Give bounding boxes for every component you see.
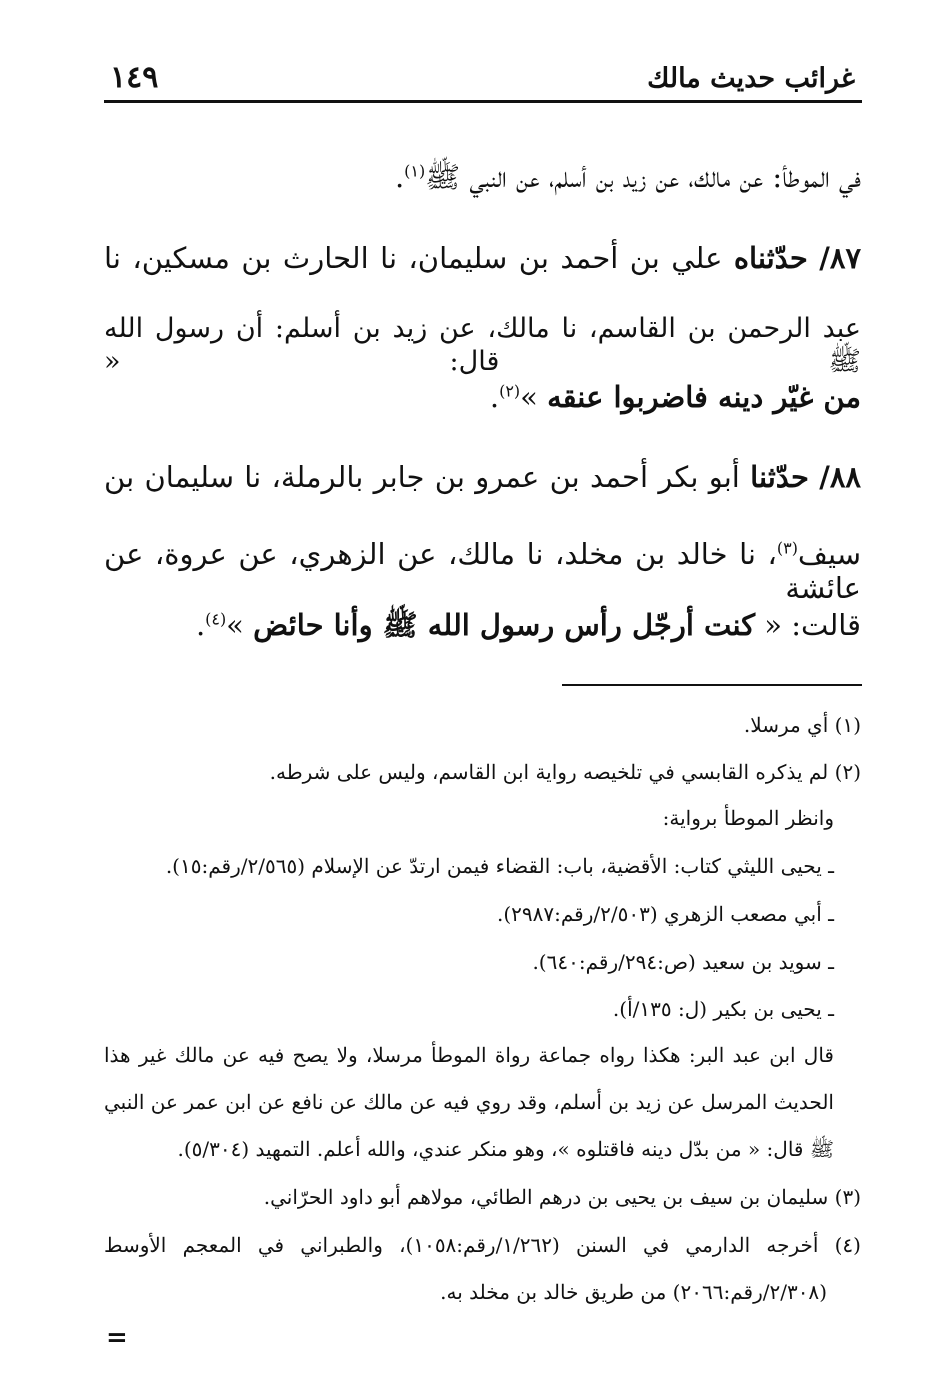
footnote-4-line-2: (٢/٣٠٨/رقم:٢٠٦٦) من طريق خالد بن مخلد به. (440, 1280, 827, 1304)
hadith-88-number: ٨٨/ (819, 460, 862, 494)
footnote-1: (١) أي مرسلا. (743, 713, 861, 737)
footnote-2-line-2: وانظر الموطأ برواية: (662, 806, 834, 830)
hadith-88-line-1-text: أبو بكر أحمد بن عمرو بن جابر بالرملة، نا سليمان بن (104, 460, 740, 494)
hadith-88-line-3-start: قالت: « (764, 608, 861, 642)
footnote-2-line-3: ـ يحيى الليثي كتاب: الأقضية، باب: القضاء فيمن ارتدّ عن الإسلام (٢/٥٦٥/رقم:١٥). (165, 854, 834, 878)
hadith-88-line-2-text: ، نا خالد بن مخلد، نا مالك، عن الزهري، عن عروة، عن عائشة (104, 537, 861, 605)
hadith-87-line-2: عبد الرحمن بن القاسم، نا مالك، عن زيد بن أسلم: أن رسول الله ﷺ قال: « (104, 313, 861, 377)
hadith-88-line-3 (196, 608, 861, 650)
footnote-2-line-8: الحديث المرسل عن زيد بن أسلم، وقد روي فيه عن مالك عن نافع عن ابن عمر عن النبي (104, 1090, 834, 1114)
body-line-1 (395, 160, 861, 202)
hadith-88-quote: كنت أرجّل رأس رسول الله ﷺ وأنا حائض (253, 608, 756, 642)
hadith-88-quote-close: » (226, 608, 244, 642)
footnote-3: (٣) سليمان بن سيف بن يحيى بن درهم الطائي، مولاهم أبو داود الحرّاني. (263, 1185, 861, 1209)
bottom-signature-mark: = (106, 1323, 128, 1353)
hadith-88-line-3-end: . (195, 608, 206, 642)
hadith-87-verb: حدّثناه (733, 241, 808, 275)
footnote-ref-4: (٤) (205, 609, 227, 629)
footnote-ref-3: (٣) (776, 538, 798, 558)
hadith-87-line-1 (104, 241, 861, 275)
footnote-ref-2: (٢) (499, 381, 521, 401)
header-rule (104, 100, 862, 103)
body-line-1-text: في الموطأ: عن مالك، عن زيد بن أسلم، عن النبي ﷺ (425, 160, 861, 194)
body-line-1-end: . (394, 160, 405, 194)
footnote-2-line-9: ﷺ قال: « من بدّل دينه فاقتلوه »، وهو منكر عندي، والله أعلم. التمهيد (٥/٣٠٤). (177, 1137, 834, 1161)
hadith-88-line-2-start: سيف (797, 537, 861, 571)
hadith-87-line-3-end: . (489, 380, 500, 414)
footnote-ref-1: (١) (404, 161, 426, 181)
hadith-87-line-3 (490, 380, 861, 414)
footnote-2-line-4: ـ أبي مصعب الزهري (٢/٥٠٣/رقم:٢٩٨٧). (496, 902, 834, 926)
hadith-87-quote-close: » (520, 380, 538, 414)
footnote-separator (562, 684, 862, 686)
hadith-87-number: ٨٧/ (819, 241, 862, 275)
hadith-88-line-2 (104, 537, 861, 605)
running-header-title: غرائب حديث مالك (647, 63, 855, 94)
hadith-88-line-1 (104, 460, 861, 494)
hadith-87-quote: من غيّر دينه فاضربوا عنقه (547, 380, 861, 414)
footnote-2-line-1: (٢) لم يذكره القابسي في تلخيصه رواية ابن القاسم، وليس على شرطه. (269, 760, 861, 784)
hadith-87-line-1-text: علي بن أحمد بن سليمان، نا الحارث بن مسكين، نا (104, 241, 723, 275)
page-number: ١٤٩ (110, 60, 159, 95)
footnote-2-line-6: ـ يحيى بن بكير (ل: ١٣٥/أ). (612, 997, 834, 1021)
hadith-88-verb: حدّثنا (750, 460, 809, 494)
footnote-4-line-1: (٤) أخرجه الدارمي في السنن (١/٢٦٢/رقم:١٠٥٨)، والطبراني في المعجم الأوسط (104, 1233, 861, 1257)
footnote-2-line-5: ـ سويد بن سعيد (ص:٢٩٤/رقم:٦٤٠). (532, 950, 834, 974)
footnote-2-line-7: قال ابن عبد البر: هكذا رواه جماعة رواة الموطأ مرسلا، ولا يصح فيه عن مالك غير هذا (104, 1043, 834, 1067)
